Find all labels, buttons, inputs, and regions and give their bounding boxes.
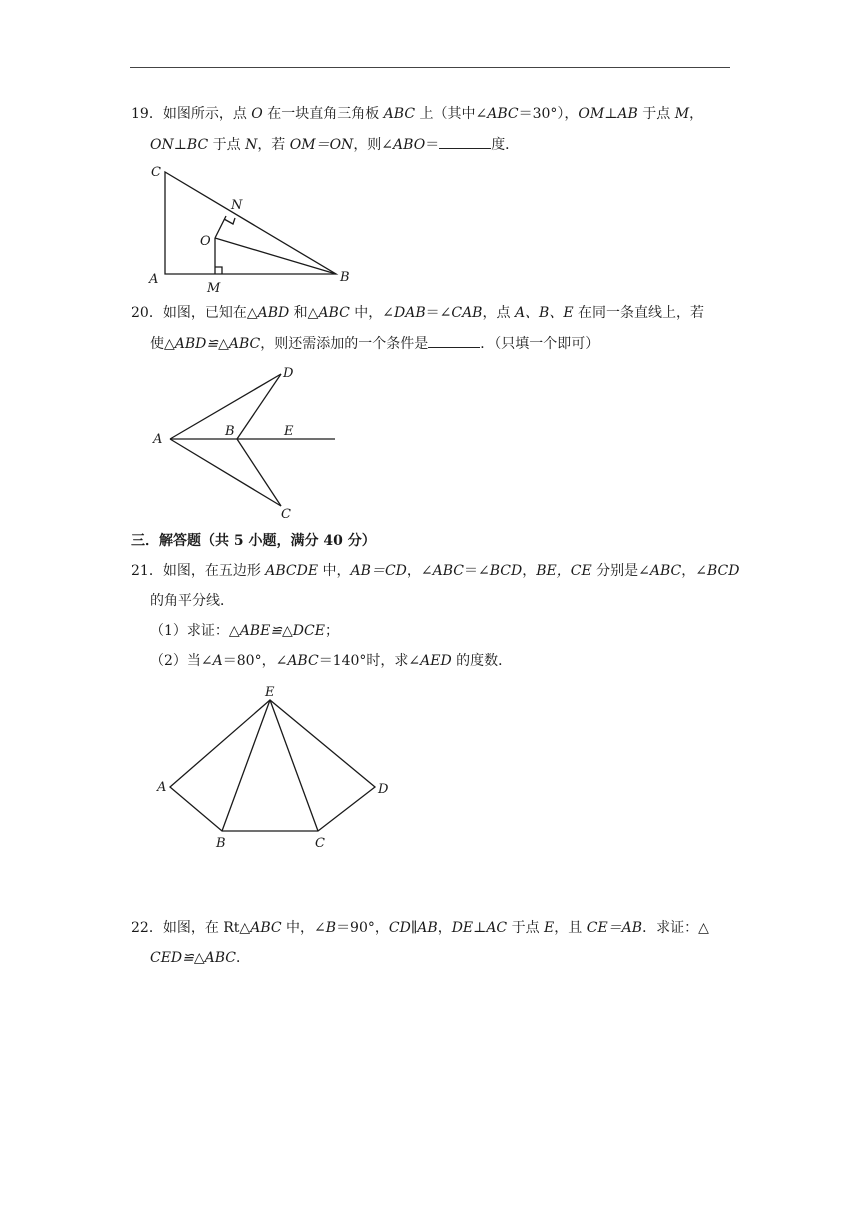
label-e: E [265, 685, 275, 700]
header-rule [130, 67, 730, 68]
label-d: D [283, 366, 294, 381]
label-a: A [149, 272, 159, 287]
label-d: D [378, 782, 389, 797]
q21-line-2: 的角平分线． [150, 593, 234, 609]
triangle-abc [165, 172, 336, 274]
q19-figure [140, 160, 380, 295]
q20-figure [145, 360, 345, 525]
label-c: C [281, 507, 291, 522]
label-c: C [151, 165, 161, 180]
label-a: A [153, 432, 163, 447]
q20-line-2: 使△ABD≌△ABC，则还需添加的一个条件是 ．（只填一个即可） [150, 333, 599, 354]
q21-figure [150, 680, 400, 855]
section-title: 三．解答题（共 5 小题，满分 40 分） [131, 533, 376, 549]
q19-line-1: 19．如图所示，点 O 在一块直角三角板 ABC 上（其中∠ABC＝30°），OM⊥AB 于点 M， [131, 106, 704, 122]
q22-line-1: 22．如图，在 Rt△ABC 中，∠B＝90°，CD∥AB，DE⊥AC 于点 E，且 CE＝AB．求证：△ [131, 920, 709, 936]
q21-part-1: （1）求证：△ABE≌△DCE； [150, 623, 339, 639]
label-c: C [315, 836, 325, 851]
answer-blank [439, 134, 491, 149]
answer-blank [428, 333, 480, 348]
right-angle-n [224, 218, 235, 224]
right-angle-m [215, 267, 222, 274]
segment-be [222, 700, 270, 831]
q22-line-2: CED≌△ABC． [150, 950, 251, 966]
pentagon-abcde [170, 700, 375, 831]
label-b: B [216, 836, 226, 851]
q21-part-2: （2）当∠A＝80°，∠ABC＝140°时，求∠AED 的度数． [150, 653, 513, 669]
q19-line-2: ON⊥BC 于点 N，若 OM＝ON，则∠ABO＝ 度． [150, 134, 519, 155]
q20-line-1: 20．如图，已知在△ABD 和△ABC 中，∠DAB＝∠CAB，点 A、B、E 在同一条直线上，若 [131, 305, 705, 321]
label-o: O [200, 234, 211, 249]
q21-line-1: 21．如图，在五边形 ABCDE 中，AB＝CD，∠ABC＝∠BCD，BE，CE 分别是∠ABC，∠BCD [131, 563, 740, 579]
label-n: N [231, 198, 243, 213]
label-m: M [207, 281, 221, 296]
segment-bc [237, 439, 281, 506]
label-e: E [284, 424, 294, 439]
segment-ob [215, 238, 336, 274]
label-b: B [225, 424, 235, 439]
label-a: A [157, 780, 167, 795]
segment-bd [237, 374, 281, 439]
label-b: B [340, 270, 350, 285]
segment-ac [170, 439, 281, 506]
